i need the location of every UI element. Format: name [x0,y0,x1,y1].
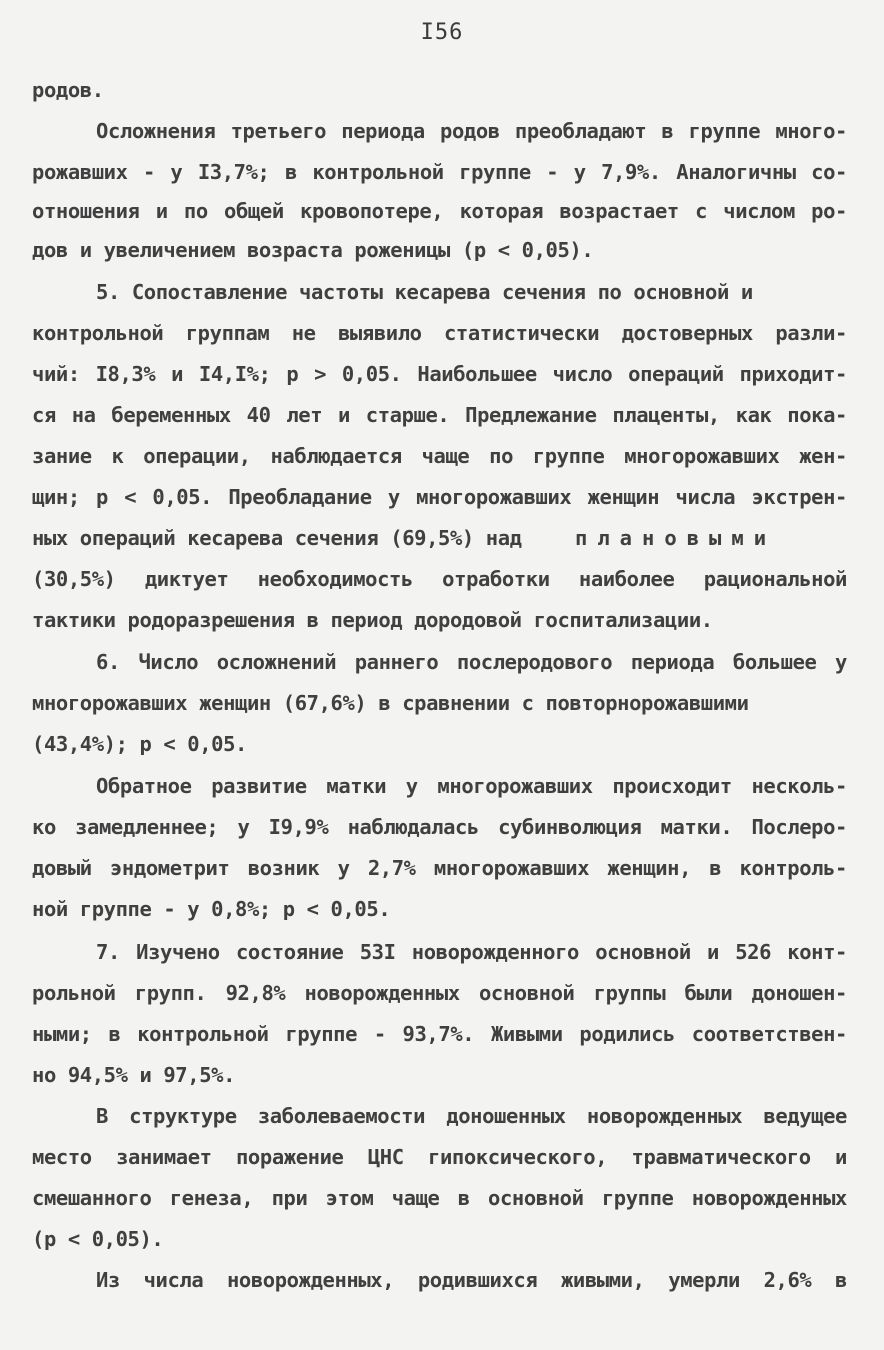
text-line: Осложнения третьего периода родов преобладают в группе много- [96,119,847,143]
text-line: смешанного генеза, при этом чаще в основной группе новорожденных [32,1186,847,1210]
text-line: (p < 0,05). [32,1227,164,1251]
text-line: (30,5%) диктует необходимость отработки наиболее рациональной [32,567,847,591]
text-line: рожавших - у I3,7%; в контрольной группе - у 7,9%. Аналогичны со- [32,160,847,184]
text-line: 6. Число осложнений раннего послеродового периода большее у [96,650,847,674]
text-line: рольной групп. 92,8% новорожденных основной группы были доношен- [32,981,847,1005]
text-line: щин; p < 0,05. Преобладание у многорожавших женщин числа экстрен- [32,485,847,509]
page-number: I56 [420,20,464,45]
text-line: контрольной группам не выявило статистически достоверных разли- [32,321,847,345]
text-line: ко замедленнее; у I9,9% наблюдалась субинволюция матки. Послеро- [32,815,847,839]
text-line: зание к операции, наблюдается чаще по группе многорожавших жен- [32,444,847,468]
text-line: 5. Сопоставление частоты кесарева сечения по основной и [96,280,753,304]
text-line: многорожавших женщин (67,6%) в сравнении с повторнорожавшими [32,691,749,715]
text-line: чий: I8,3% и I4,I%; p > 0,05. Наибольшее число операций приходит- [32,362,847,386]
text-line: тактики родоразрешения в период дородовой госпитализации. [32,608,713,632]
text-line: дов и увеличением возраста роженицы (p < 0,05). [32,238,594,262]
text-line: Обратное развитие матки у многорожавших происходит несколь- [96,774,847,798]
text-line: ной группе - у 0,8%; p < 0,05. [32,897,391,921]
text-line: ных операций кесарева сечения (69,5%) над [32,526,522,550]
text-line: (43,4%); p < 0,05. [32,732,247,756]
text-line: родов. [32,78,104,102]
text-line: Из числа новорожденных, родившихся живыми, умерли 2,6% в [96,1268,847,1292]
text-line: довый эндометрит возник у 2,7% многорожавших женщин, в контроль- [32,856,847,880]
text-line: но 94,5% и 97,5%. [32,1063,236,1087]
text-line-spaced: плановыми [575,526,777,550]
text-line: место занимает поражение ЦНС гипоксического, травматического и [32,1145,847,1169]
text-line: В структуре заболеваемости доношенных новорожденных ведущее [96,1104,847,1128]
text-line: 7. Изучено состояние 53I новорожденного основной и 526 конт- [96,940,847,964]
text-line: отношения и по общей кровопотере, которая возрастает с числом ро- [32,199,847,223]
text-line: ся на беременных 40 лет и старше. Предлежание плаценты, как пока- [32,403,847,427]
text-line: ными; в контрольной группе - 93,7%. Живыми родились соответствен- [32,1022,847,1046]
